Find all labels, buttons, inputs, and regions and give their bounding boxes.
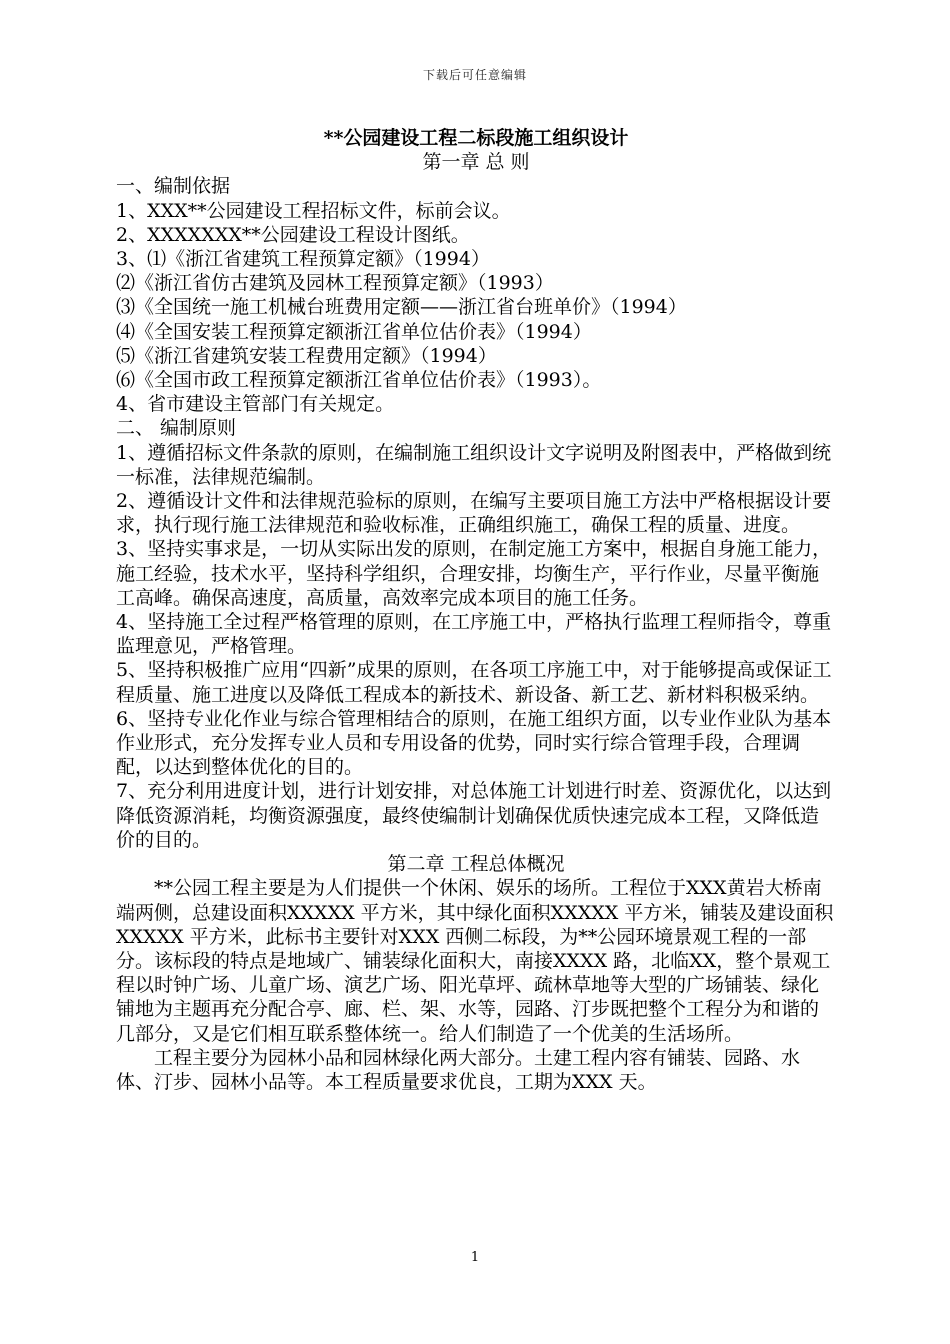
basis-item-3-1: 3、⑴《浙江省建筑工程预算定额》（1994） <box>116 248 490 271</box>
basis-item-2: 2、XXXXXXX**公园建设工程设计图纸。 <box>116 223 470 246</box>
principle-item-5: 5、坚持积极推广应用“四新”成果的原则，在各项工序施工中，对于能够提高或保证工程质量、施工进度以及降低工程成本的新技术、新设备、新工艺、新材料积极采纳。 <box>116 659 832 706</box>
principle-item-7: 7、充分利用进度计划，进行计划安排，对总体施工计划进行时差、资源优化，以达到降低资源消耗，均衡资源强度，最终使编制计划确保优质快速完成本工程，又降低造价的目的。 <box>116 780 832 851</box>
basis-item-3-5: ⑸《浙江省建筑安装工程费用定额》（1994） <box>116 344 497 367</box>
overview-paragraph-1: **公园工程主要是为人们提供一个休闲、娱乐的场所。工程位于XXX黄岩大桥南端两侧，总建设面积XXXXX 平方米，其中绿化面积XXXXX 平方米，铺装及建设面积XXXXX 平方米，此标书主要针对XXX 西侧二标段，为**公园环境景观工程的一部分。该标段的特点是地域广、铺装绿化面积大，南接XXXX 路，北临XX，整个景观工程以时钟广场、儿童广场、演艺广场、阳光草坪、疏林草地等大型的广场铺装、绿化铺地为主题再充分配合亭、廊、栏、架、水等，园路、汀步既把整个工程分为和谐的几部分，又是它们相互联系整体统一。给人们制造了一个优美的生活场所。 <box>116 877 834 1045</box>
principle-item-1: 1、遵循招标文件条款的原则，在编制施工组织设计文字说明及附图表中，严格做到统一标准，法律规范编制。 <box>116 441 832 488</box>
chapter2-heading: 第二章 工程总体概况 <box>387 853 565 876</box>
page-number: 1 <box>470 1250 480 1265</box>
basis-item-3-2: ⑵《浙江省仿古建筑及园林工程预算定额》（1993） <box>116 272 554 295</box>
document-body <box>116 126 836 1094</box>
document-title: **公园建设工程二标段施工组织设计 <box>323 127 629 149</box>
principle-item-6: 6、坚持专业化作业与综合管理相结合的原则，在施工组织方面，以专业作业队为基本作业形式，充分发挥专业人员和专用设备的优势，同时实行综合管理手段，合理调配，以达到整体优化的目的。 <box>116 707 832 779</box>
overview-paragraph-2: 工程主要分为园林小品和园林绿化两大部分。土建工程内容有铺装、园路、水体、汀步、园林小品等。本工程质量要求优良，工期为XXX 天。 <box>116 1046 801 1093</box>
principle-item-2: 2、遵循设计文件和法律规范验标的原则，在编写主要项目施工方法中严格根据设计要求，执行现行施工法律规范和验收标准，正确组织施工，确保工程的质量、进度。 <box>116 490 832 537</box>
basis-item-1: 1、XXX**公园建设工程招标文件，标前会议。 <box>116 199 511 222</box>
basis-item-4: 4、省市建设主管部门有关规定。 <box>116 393 395 416</box>
principle-item-3: 3、坚持实事求是，一切从实际出发的原则，在制定施工方案中，根据自身施工能力，施工经验，技术水平，坚持科学组织，合理安排，均衡生产，平行作业，尽量平衡施工高峰。确保高速度，高质量，高效率完成本项目的施工任务。 <box>116 538 832 609</box>
header-note: 下载后可任意编辑 <box>422 68 527 82</box>
section2-heading: 二、 编制原则 <box>116 417 237 440</box>
basis-item-3-4: ⑷《全国安装工程预算定额浙江省单位估价表》（1994） <box>116 320 592 343</box>
chapter1-heading: 第一章 总 则 <box>422 151 530 174</box>
basis-item-3-3: ⑶《全国统一施工机械台班费用定额——浙江省台班单价》（1994） <box>116 296 687 319</box>
section1-heading: 一、编制依据 <box>116 175 231 198</box>
basis-item-3-6: ⑹《全国市政工程预算定额浙江省单位估价表》（1993）。 <box>116 369 602 392</box>
principle-item-4: 4、坚持施工全过程严格管理的原则，在工序施工中，严格执行监理工程师指令，尊重监理意见，严格管理。 <box>116 611 832 658</box>
